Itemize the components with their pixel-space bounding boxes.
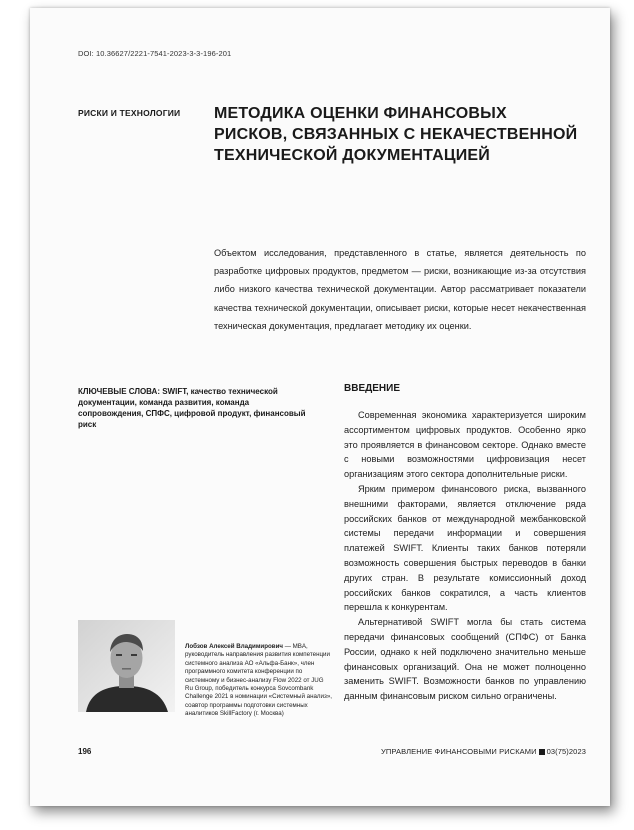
paragraph: Ярким примером финансового риска, вызванного внешними факторами, является отключение ряда российских банков от международной межбанковской системы передачи информации и совершения платежей SWIFT. Клиенты таких банков потеряли возможность совершения быстрых переводов в банки других стран. В результате комиссионный доход российских банков сократился, а часть клиентов перешла к конкурентам. (344, 483, 586, 613)
paragraph: Современная экономика характеризуется широким ассортиментом цифровых продуктов. Особенно ярко это проявляется в финансовом секторе. Однако вместе с новыми возможностями цифровизация несет организациям этого сектора дополнительные риски. (344, 410, 586, 480)
author-portrait-image (78, 620, 175, 712)
journal-issue: 03(75)2023 (546, 747, 586, 756)
article-title: МЕТОДИКА ОЦЕНКИ ФИНАНСОВЫХ РИСКОВ, СВЯЗАННЫХ С НЕКАЧЕСТВЕННОЙ ТЕХНИЧЕСКОЙ ДОКУМЕНТАЦИЕЙ (214, 105, 578, 164)
author-name: Лобзов Алексей Владимирович (185, 643, 283, 650)
doi: DOI: 10.36627/2221-7541-2023-3-3-196-201 (78, 49, 232, 58)
journal-name: УПРАВЛЕНИЕ ФИНАНСОВЫМИ РИСКАМИ (381, 747, 537, 756)
page-number: 196 (78, 747, 92, 756)
author-bio: — MBA, руководитель направления развития компетенции системного анализа АО «Альфа-Банк», член программного комитета конференции по системному и бизнес-анализу Flow 2022 от JUG Ru Group, победитель конкурса Sovcombank Challenge 2021 в номинации «Системный анализ», соавтор программы подготовки системных аналитиков SkillFactory (г. Москва) (185, 643, 332, 718)
body-text (344, 408, 586, 704)
journal-page (30, 8, 610, 806)
journal-footer (381, 747, 586, 756)
author-photo (78, 620, 175, 712)
square-separator-icon (539, 749, 545, 755)
paragraph: Альтернативой SWIFT могла бы стать система передачи финансовых сообщений (СПФС) от Банка России, однако к ней подключено значительно меньше финансовых организаций. Она не может полноценно заменить SWIFT. Возможности банков по управлению данным финансовым риском сильно ограничены. (344, 617, 586, 702)
rubric: РИСКИ И ТЕХНОЛОГИИ (78, 108, 181, 118)
keywords: КЛЮЧЕВЫЕ СЛОВА: SWIFT, качество технической документации, команда развития, команда сопровождения, СПФС, цифровой продукт, финансовый риск (78, 387, 306, 429)
section-heading: ВВЕДЕНИЕ (344, 383, 400, 394)
abstract: Объектом исследования, представленного в статье, является деятельность по разработке цифровых продуктов, предметом — риски, возникающие из-за отсутствия либо низкого качества технической документации. Автор рассматривает показатели качества технической документации, описывает риски, которые несет некачественная техническая документация, предлагает методику их оценки. (214, 248, 586, 331)
author-info (185, 643, 333, 719)
